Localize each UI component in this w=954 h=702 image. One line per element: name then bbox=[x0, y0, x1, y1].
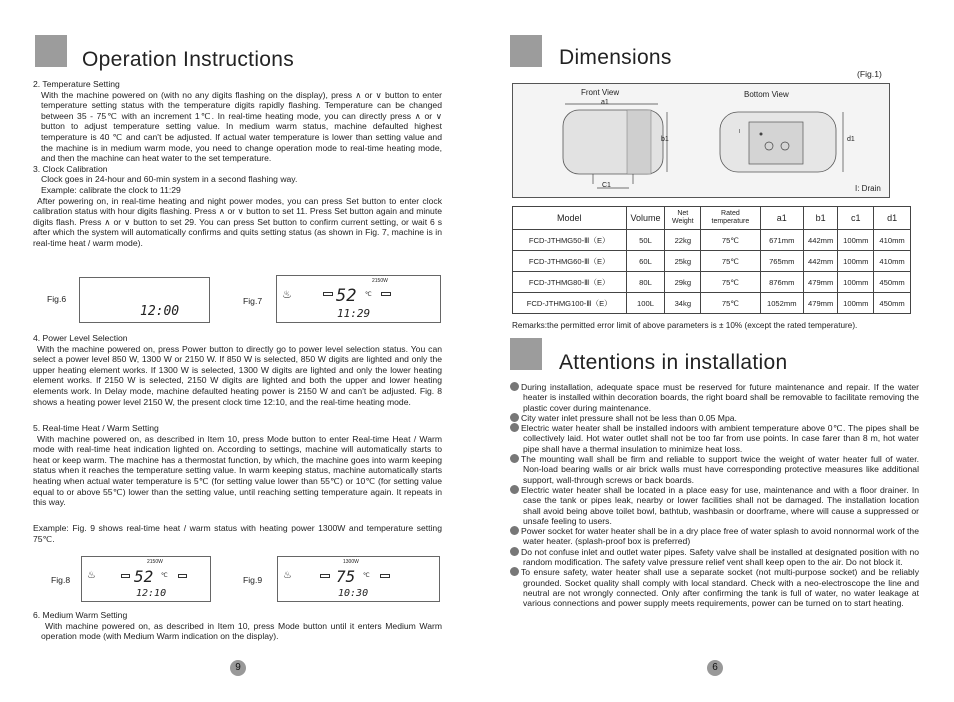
remarks-text: Remarks:the permitted error limit of above parameters is ± 10% (except the rated temperature). bbox=[512, 321, 858, 330]
section-text: With machine powered on, as described in Item 10, press Mode button to enter Real-time Heat / Warm mode with real-time heat indication lighted on. According to settings, machine will automatically starts to heat or keep warm. The machine has a thermostat function, by which, the machine goes into warm keeping status when it reaches the temperature setting value. In warm keeping status, machine automatically starts heating when actual water temperature is 5℃ (for setting value lower than 55℃) or 10℃ (for setting value equal to or above 55℃) lower than the setting value, until reaching setting temperature again. It repeats in this way. bbox=[33, 433, 442, 508]
clock-readout: 11:29 bbox=[337, 307, 371, 320]
cell-d1: 450mm bbox=[874, 293, 911, 314]
bullet-icon bbox=[510, 423, 519, 432]
celsius-icon: ℃ bbox=[363, 573, 370, 579]
dimension-drawing bbox=[512, 83, 890, 198]
page-number: 6 bbox=[707, 660, 723, 676]
list-item bbox=[510, 382, 919, 413]
cell-b1: 442mm bbox=[803, 251, 838, 272]
cell-temperature: 75℃ bbox=[701, 293, 760, 314]
figure-label: Fig.8 bbox=[51, 575, 71, 585]
list-item bbox=[510, 423, 919, 454]
power-readout: 1300W bbox=[343, 559, 359, 565]
indicator-icon bbox=[380, 574, 390, 578]
temperature-setting-section bbox=[33, 79, 442, 249]
table-row bbox=[513, 272, 911, 293]
section-heading: 5. Real-time Heat / Warm Setting bbox=[33, 423, 159, 433]
heat-icon: ♨ bbox=[87, 570, 96, 581]
bullet-text: The mounting wall shall be firm and reliable to support twice the weight of water heater full of water. Non-load bearing walls or air brick walls must have corresponding protective measures like additional support, wall-through screws or back boards. bbox=[521, 454, 919, 485]
installation-bullet-list bbox=[510, 382, 919, 609]
cell-temperature: 75℃ bbox=[701, 251, 760, 272]
dimensions-table bbox=[512, 206, 911, 314]
bullet-icon bbox=[510, 547, 519, 556]
list-item bbox=[510, 454, 919, 485]
section-marker-square bbox=[35, 35, 67, 67]
cell-c1: 100mm bbox=[838, 293, 874, 314]
cell-a1: 671mm bbox=[760, 230, 803, 251]
right-page bbox=[477, 0, 954, 702]
cell-weight: 25kg bbox=[665, 251, 701, 272]
heat-icon: ♨ bbox=[282, 289, 292, 301]
header-net-weight: Net Weight bbox=[665, 207, 701, 230]
cell-d1: 410mm bbox=[874, 251, 911, 272]
dim-label-b1: b1 bbox=[661, 136, 669, 143]
cell-weight: 22kg bbox=[665, 230, 701, 251]
section-text: With machine powered on, as described in Item 10, press Mode button until it enters Medium Warm operation mode (with Medium Warm indication on the display). bbox=[41, 620, 442, 642]
example-note bbox=[33, 523, 442, 544]
cell-c1: 100mm bbox=[838, 272, 874, 293]
indicator-icon bbox=[121, 574, 130, 578]
cell-d1: 450mm bbox=[874, 272, 911, 293]
cell-a1: 765mm bbox=[760, 251, 803, 272]
cell-model: FCD-JTHMG100-Ⅲ（E） bbox=[513, 293, 627, 314]
header-rated-temperature: Rated temperature bbox=[701, 207, 760, 230]
lcd-display-fig6 bbox=[79, 277, 210, 323]
indicator-icon bbox=[178, 574, 187, 578]
list-item bbox=[510, 526, 919, 547]
front-view-label: Front View bbox=[581, 88, 620, 97]
cell-volume: 50L bbox=[626, 230, 665, 251]
list-item bbox=[510, 547, 919, 568]
heater-drawing bbox=[513, 84, 891, 199]
real-time-heat-section bbox=[33, 423, 442, 508]
cell-volume: 60L bbox=[626, 251, 665, 272]
figure-label: Fig.6 bbox=[47, 294, 67, 304]
heater-bottom-panel bbox=[749, 122, 803, 164]
dim-label-a1: a1 bbox=[601, 99, 609, 106]
cell-c1: 100mm bbox=[838, 251, 874, 272]
dim-label-c1: C1 bbox=[602, 182, 611, 189]
section-text: Clock goes in 24-hour and 60-min system in a second flashing way. bbox=[41, 174, 298, 185]
cell-temperature: 75℃ bbox=[701, 230, 760, 251]
figure-reference: (Fig.1) bbox=[857, 69, 882, 79]
page-number: 9 bbox=[230, 660, 246, 676]
cell-weight: 34kg bbox=[665, 293, 701, 314]
header-c1: c1 bbox=[838, 207, 874, 230]
header-d1: d1 bbox=[874, 207, 911, 230]
heat-icon: ♨ bbox=[283, 570, 292, 581]
section-text: Example: calibrate the clock to 11:29 bbox=[41, 184, 181, 195]
lcd-display-fig7 bbox=[276, 275, 441, 323]
table-row bbox=[513, 230, 911, 251]
cell-model: FCD-JTHMG80-Ⅲ（E） bbox=[513, 272, 627, 293]
bullet-text: Do not confuse inlet and outlet water pipes. Safety valve shall be installed at designated position with no random modification. The safety valve pressure relief vent shall keep open to the air. Do not block it. bbox=[521, 546, 919, 568]
drain-label: I: Drain bbox=[855, 184, 881, 193]
drain-icon bbox=[760, 133, 763, 136]
cell-a1: 876mm bbox=[760, 272, 803, 293]
cell-model: FCD-JTHMG50-Ⅲ（E） bbox=[513, 230, 627, 251]
cell-b1: 479mm bbox=[803, 293, 838, 314]
header-model: Model bbox=[513, 207, 627, 230]
table-header-row bbox=[513, 207, 911, 230]
bottom-view-label: Bottom View bbox=[744, 90, 789, 99]
section-marker-square bbox=[510, 338, 542, 370]
cell-model: FCD-JTHMG60-Ⅲ（E） bbox=[513, 251, 627, 272]
celsius-icon: ℃ bbox=[365, 292, 372, 298]
section-text: Example: Fig. 9 shows real-time heat / warm status with heating power 1300W and temperature setting 75℃. bbox=[33, 523, 442, 544]
bullet-text: To ensure safety, water heater shall use a separate socket (not multi-purpose socket) and be reliably grounded. Socket quality shall comply with local standard. Check with a neo-electroscope the line and neutral are not wrongly connected. Only after confirming the tank is full of water, no water leakage at various connections and power supply meets requirements, power can be turned on to start heating. bbox=[521, 567, 919, 609]
section-text: With the machine powered on (with no any digits flashing on the display), press ∧ or ∨ button to enter temperature setting status with the temperature digits rapidly flashing. Temperature can be changed between 35 - 75℃ with an increment 1℃. In real-time heating mode, you can directly press ∧ or ∨ button to adjust temperature setting value. In medium warm status, machine defaulted highest temperature is 40 ℃ and can't be adjusted. If actual water temperature is lower than setting value and the machine is in medium warm mode, you need to change operation mode to real-time heating mode, and then the machine can heat water to the set temperature. bbox=[41, 89, 442, 164]
heater-front-panel bbox=[627, 110, 651, 174]
cell-temperature: 75℃ bbox=[701, 272, 760, 293]
figure-label: Fig.7 bbox=[243, 296, 263, 306]
cell-b1: 442mm bbox=[803, 230, 838, 251]
bullet-text: Electric water heater shall be installed indoors with ambient temperature above 0℃. The pipes shall be collectively laid. Hot water outlet shall not be too far from use points. In case farer than 8 m, hot water pipe shall have a thermal insulation to minimize heat loss. bbox=[521, 423, 919, 454]
clock-readout: 12:00 bbox=[140, 304, 180, 319]
header-volume: Volume bbox=[626, 207, 665, 230]
section-heading: 3. Clock Calibration bbox=[33, 163, 108, 174]
bullet-icon bbox=[510, 526, 519, 535]
celsius-icon: ℃ bbox=[161, 573, 168, 579]
temperature-readout: 52 bbox=[336, 286, 357, 306]
clock-readout: 10:30 bbox=[338, 588, 369, 599]
power-readout: 2150W bbox=[372, 278, 388, 284]
bullet-icon bbox=[510, 454, 519, 463]
bullet-text: Electric water heater shall be located in a place easy for use, maintenance and with a floor drainer. In case the tank or pipes leak, nearby or lower facilities shall not be damaged. The installation location shall avoid being above toilet bowl, bathtub, washbasin or doorframe, where will cause a suppressed or unsafe feeling to users. bbox=[521, 484, 919, 526]
list-item bbox=[510, 567, 919, 608]
medium-warm-section bbox=[33, 610, 442, 642]
bullet-icon bbox=[510, 567, 519, 576]
cell-b1: 479mm bbox=[803, 272, 838, 293]
cell-a1: 1052mm bbox=[760, 293, 803, 314]
list-item bbox=[510, 485, 919, 526]
section-heading: 2. Temperature Setting bbox=[33, 79, 120, 89]
bullet-icon bbox=[510, 413, 519, 422]
cell-volume: 80L bbox=[626, 272, 665, 293]
header-b1: b1 bbox=[803, 207, 838, 230]
bullet-icon bbox=[510, 382, 519, 391]
cell-c1: 100mm bbox=[838, 230, 874, 251]
clock-readout: 12:10 bbox=[136, 588, 167, 599]
page-title: Dimensions bbox=[559, 46, 672, 69]
cell-d1: 410mm bbox=[874, 230, 911, 251]
bullet-text: City water inlet pressure shall not be less than 0.05 Mpa. bbox=[521, 412, 737, 423]
bullet-text: Power socket for water heater shall be in a dry place free of water splash to avoid nonnormal work of the water heater. (splash-proof box is preferred) bbox=[521, 526, 919, 547]
dim-label-d1: d1 bbox=[847, 136, 855, 143]
lcd-display-fig9 bbox=[277, 556, 440, 602]
temperature-readout: 75 bbox=[336, 567, 356, 586]
bullet-icon bbox=[510, 485, 519, 494]
section-heading: 6. Medium Warm Setting bbox=[33, 610, 128, 620]
indicator-icon bbox=[323, 292, 333, 296]
page-title: Operation Instructions bbox=[82, 48, 295, 71]
temperature-readout: 52 bbox=[134, 567, 154, 586]
table-row bbox=[513, 293, 911, 314]
section-text: With the machine powered on, press Power button to directly go to power level selection status. You can select a power level 850 W, 1300 W or 2150 W. If 850 W is selected, 850 W digits are lighted and only the upper heating element works. If 1300 W is selected, 1300 W digits are lighted and only the lower heating element works. If 2150 W is selected, 2150 W digits are lighted and both the upper and lower heating elements work. In Delay mode, machine defaulted heating power is 2150 W and can't be adjusted. Fig. 8 shows a heating power level 2150 W, the present clock time 12:10, and the real-time heating mode. bbox=[33, 343, 442, 407]
indicator-icon bbox=[320, 574, 330, 578]
bullet-text: During installation, adequate space must be reserved for future maintenance and repair. If the water heater is installed within decoration boards, the right board shall be removable to facilitate removing the plastic cover during maintenance. bbox=[521, 382, 919, 413]
cell-weight: 29kg bbox=[665, 272, 701, 293]
drain-mark: I bbox=[739, 129, 741, 135]
section-title: Attentions in installation bbox=[559, 351, 788, 374]
list-item bbox=[510, 413, 919, 423]
cell-volume: 100L bbox=[626, 293, 665, 314]
section-text: After powering on, in real-time heating and night power modes, you can press Set button to enter clock calibration status with hour digits flashing. Press ∧ or ∨ button to set 11. Press Set button again and minute digits flash. Press ∧ or ∨ button to set 29. You can press Set button to confirm current setting, or wait 6 s after which the system will automatically confirms and quits setting status (as shown in Fig. 7, machine is in real-time heat / warm mode). bbox=[33, 195, 442, 248]
section-heading: 4. Power Level Selection bbox=[33, 333, 128, 343]
indicator-icon bbox=[381, 292, 391, 296]
header-a1: a1 bbox=[760, 207, 803, 230]
power-level-section bbox=[33, 333, 442, 407]
table-row bbox=[513, 251, 911, 272]
section-marker-square bbox=[510, 35, 542, 67]
power-readout: 2150W bbox=[147, 559, 163, 565]
figure-label: Fig.9 bbox=[243, 575, 263, 585]
lcd-display-fig8 bbox=[81, 556, 211, 602]
